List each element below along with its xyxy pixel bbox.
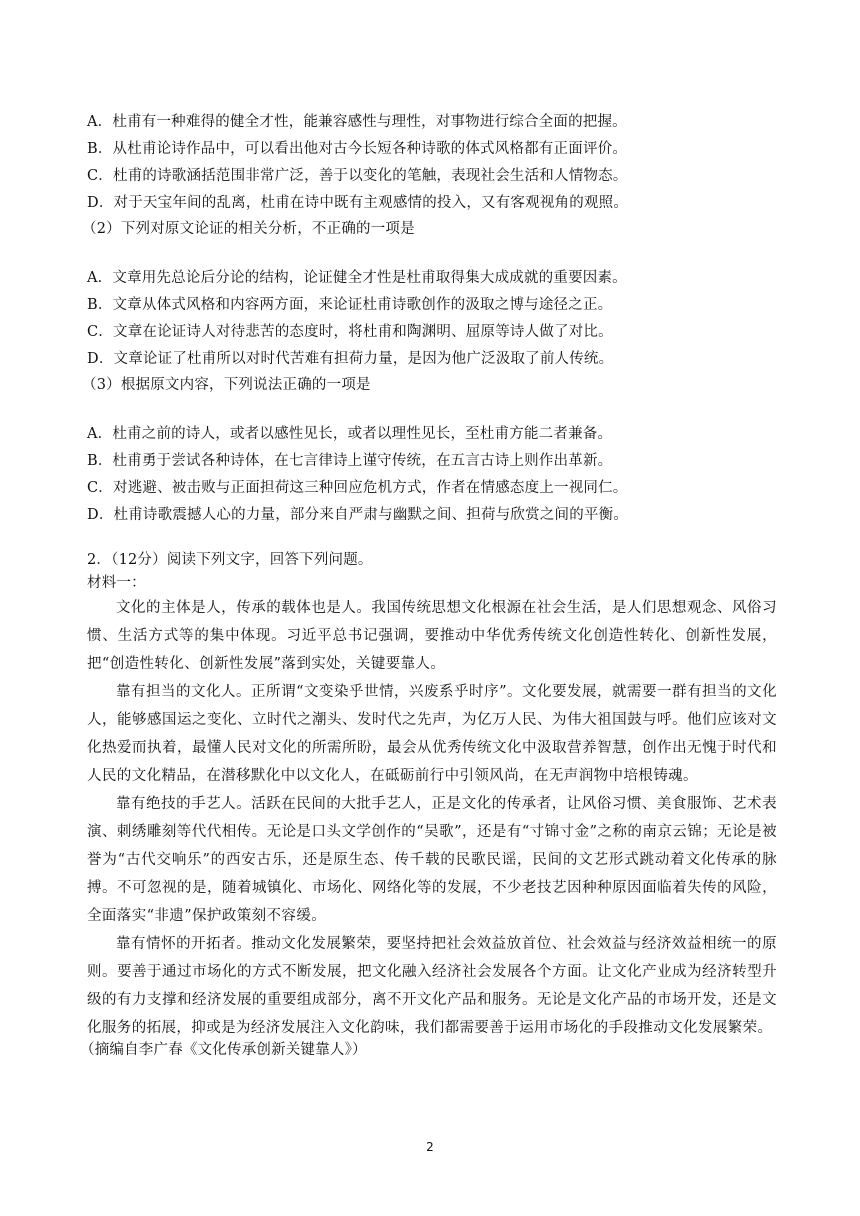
paragraph-1: 文化的主体是人，传承的载体也是人。我国传统思想文化根源在社会生活，是人们思想观念、风俗习惯、生活方式等的集中体现。习近平总书记强调，要推动中华优秀传统文化创造性转化、创新性发展，把“创造性转化、创新性发展”落到实处，关键要靠人。 — [87, 600, 777, 672]
material-one-text — [87, 594, 777, 1042]
q1-option-a: A．杜甫有一种难得的健全才性，能兼容感性与理性，对事物进行综合全面的把握。 — [87, 114, 627, 130]
q3-option-b: B．杜甫勇于尝试各种诗体，在七言律诗上谨守传统，在五言古诗上则作出革新。 — [87, 453, 613, 469]
q2-option-b: B．文章从体式风格和内容两方面，来论证杜甫诗歌创作的汲取之博与途径之正。 — [87, 297, 613, 313]
q1-option-d: D．对于天宝年间的乱离，杜甫在诗中既有主观感情的投入，又有客观视角的观照。 — [87, 195, 629, 211]
q3-option-c: C．对逃避、被击败与正面担荷这三种回应危机方式，作者在情感态度上一视同仁。 — [87, 480, 628, 496]
material-label: 材料一： — [87, 575, 146, 591]
q3-stem: （3）根据原文内容，下列说法正确的一项是 — [82, 377, 371, 393]
paragraph-2: 靠有担当的文化人。正所谓“文变染乎世情，兴废系乎时序”。文化要发展，就需要一群有担当的文化人，能够感国运之变化、立时代之潮头、发时代之先声，为亿万人民、为伟大祖国鼓与呼。他们应该对文化热爱而执着，最懂人民对文化的所需所盼，最会从优秀传统文化中汲取营养智慧，创作出无愧于时代和人民的文化精品，在潜移默化中以文化人，在砥砺前行中引领风尚，在无声润物中培根铸魂。 — [87, 684, 777, 784]
q2-option-c: C．文章在论证诗人对待悲苦的态度时，将杜甫和陶渊明、屈原等诗人做了对比。 — [87, 324, 613, 340]
q2-option-a: A．文章用先总论后分论的结构，论证健全才性是杜甫取得集大成成就的重要因素。 — [87, 270, 627, 286]
paragraph-3: 靠有绝技的手艺人。活跃在民间的大批手艺人，正是文化的传承者，让风俗习惯、美食服饰、艺术表演、刺绣雕刻等代代相传。无论是口头文学创作的“吴歌”，还是有“寸锦寸金”之称的南京云锦；无论是被誉为“古代交响乐”的西安古乐，还是原生态、传千载的民歌民谣，民间的文艺形式跳动着文化传承的脉搏。不可忽视的是，随着城镇化、市场化、网络化等的发展，不少老技艺因种种原因面临着失传的风险，全面落实“非遗”保护政策刻不容缓。 — [87, 796, 777, 924]
paragraph-4: 靠有情怀的开拓者。推动文化发展繁荣，要坚持把社会效益放首位、社会效益与经济效益相统一的原则。要善于通过市场化的方式不断发展，把文化融入经济社会发展各个方面。让文化产业成为经济转型升级的有力支撑和经济发展的重要组成部分，离不开文化产品和服务。无论是文化产品的市场开发，还是文化服务的拓展，抑或是为经济发展注入文化韵味，我们都需要善于运用市场化的手段推动文化发展繁荣。 — [87, 936, 777, 1036]
q1-option-c: C．杜甫的诗歌涵括范围非常广泛，善于以变化的笔触，表现社会生活和人情物态。 — [87, 168, 628, 184]
q2-stem: （2）下列对原文论证的相关分析，不正确的一项是 — [82, 221, 415, 237]
q2-option-d: D．文章论证了杜甫所以对时代苦难有担荷力量，是因为他广泛汲取了前人传统。 — [87, 351, 614, 367]
source-citation: （摘编自李广春《文化传承创新关键靠人》） — [80, 1042, 367, 1058]
q1-option-b: B．从杜甫论诗作品中，可以看出他对古今长短各种诗歌的体式风格都有正面评价。 — [87, 141, 628, 157]
question-2-heading: 2．（12分）阅读下列文字，回答下列问题。 — [87, 552, 373, 568]
q3-option-d: D．杜甫诗歌震撼人心的力量，部分来自严肃与幽默之间、担荷与欣赏之间的平衡。 — [87, 507, 629, 523]
page-number: 2 — [426, 1140, 434, 1154]
q3-option-a: A．杜甫之前的诗人，或者以感性见长，或者以理性见长，至杜甫方能二者兼备。 — [87, 426, 613, 442]
